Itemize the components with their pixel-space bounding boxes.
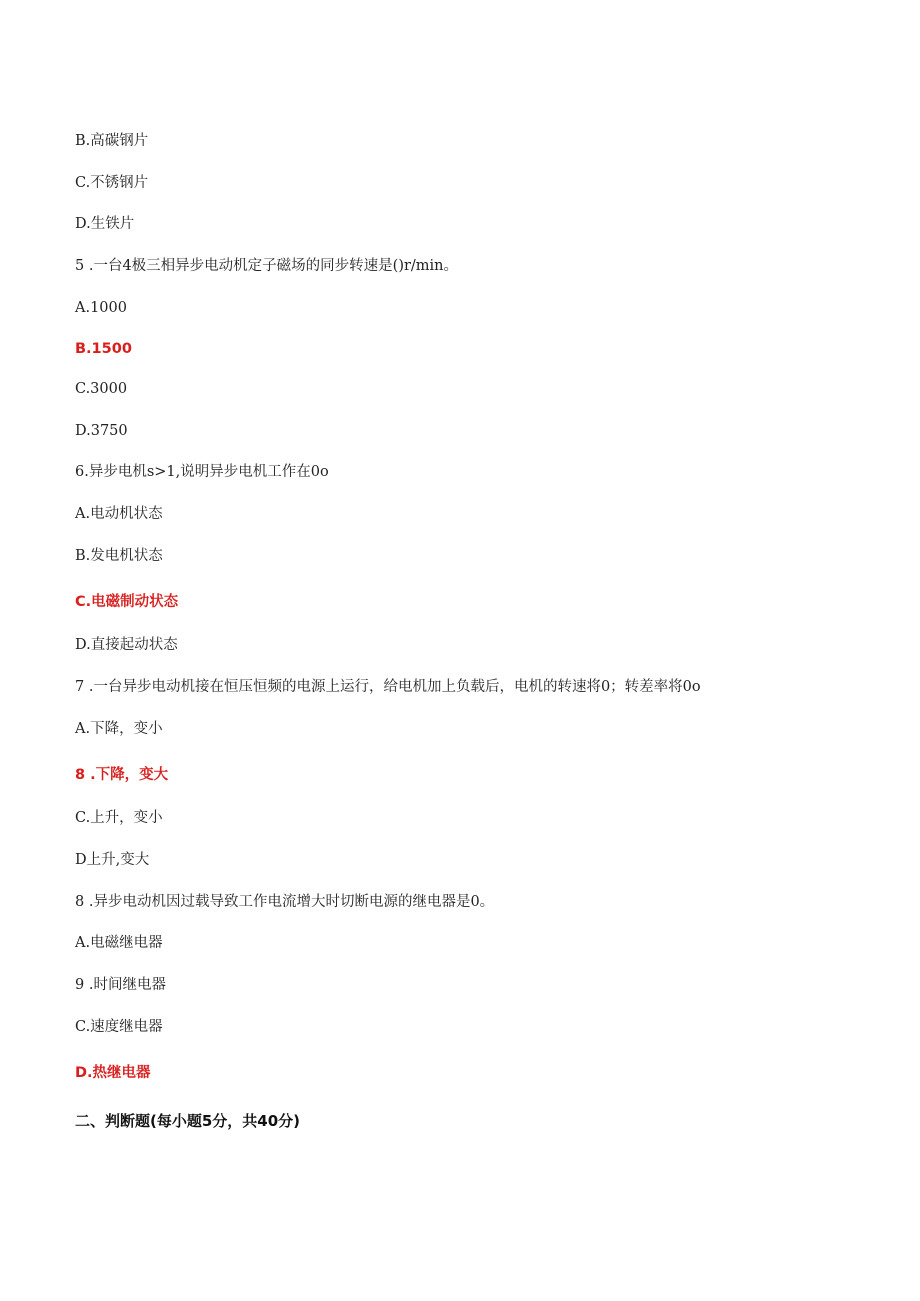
- q5-option-a: A.1000: [75, 300, 127, 316]
- question-8: 8 .异步电动机因过载导致工作电流增大时切断电源的继电器是0。: [75, 894, 495, 910]
- q5-option-c: C.3000: [75, 381, 128, 397]
- question-7: 7 .一台异步电动机接在恒压恒频的电源上运行，给电机加上负载后，电机的转速将0；转差率将0o: [75, 679, 701, 695]
- question-5: 5 .一台4极三相异步电动机定子磁场的同步转速是()r/min。: [75, 258, 459, 274]
- q7-option-b-answer: 8 .下降，变大: [75, 767, 169, 783]
- option-d-pig-iron: D.生铁片: [75, 216, 135, 232]
- q8-option-c: C.速度继电器: [75, 1019, 163, 1035]
- question-6: 6.异步电机s>1,说明异步电机工作在0o: [75, 464, 329, 480]
- option-b-high-carbon-steel: B.高碳钢片: [75, 133, 149, 149]
- option-c-stainless-steel: C.不锈钢片: [75, 175, 149, 191]
- q7-option-a: A.下降，变小: [75, 721, 163, 737]
- q5-option-d: D.3750: [75, 423, 128, 439]
- q5-option-b-answer: B.1500: [75, 341, 132, 357]
- q6-option-c-answer: C.电磁制动状态: [75, 594, 179, 610]
- q6-option-b: B.发电机状态: [75, 548, 163, 564]
- q7-option-c: C.上升，变小: [75, 810, 163, 826]
- q8-option-d-answer: D.热继电器: [75, 1065, 151, 1081]
- q8-option-b: 9 .时间继电器: [75, 977, 166, 993]
- q6-option-a: A.电动机状态: [75, 506, 163, 522]
- q8-option-a: A.电磁继电器: [75, 935, 163, 951]
- q7-option-d: D上升,变大: [75, 852, 150, 868]
- section-heading-true-false: 二、判断题(每小题5分，共40分): [75, 1112, 301, 1130]
- q6-option-d: D.直接起动状态: [75, 637, 178, 653]
